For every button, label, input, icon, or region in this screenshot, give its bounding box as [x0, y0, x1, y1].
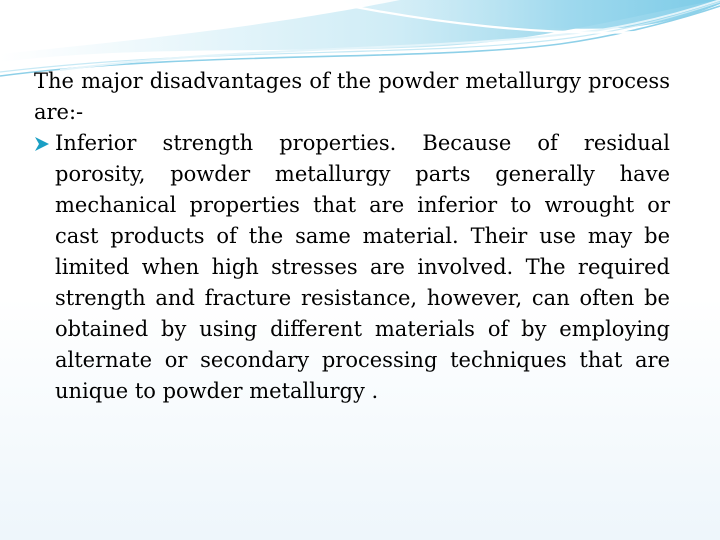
bullet-text: Inferior strength properties. Because of residual porosity, powder metallurgy parts generally have mechanical properties that are inferior to wrought or cast products of the same material. Their use may be limited when high stresses are involved. The required strength and fracture resistance, however, can often be obtained by using different materials of by employing alternate or secondary processing techniques that are unique to powder metallurgy . [55, 131, 670, 403]
arrow-bullet-icon [34, 136, 50, 152]
bullet-item [34, 128, 670, 407]
intro-paragraph: The major disadvantages of the powder metallurgy process are:- [34, 69, 670, 124]
bullet-list [34, 128, 670, 407]
slide-body [34, 66, 670, 407]
